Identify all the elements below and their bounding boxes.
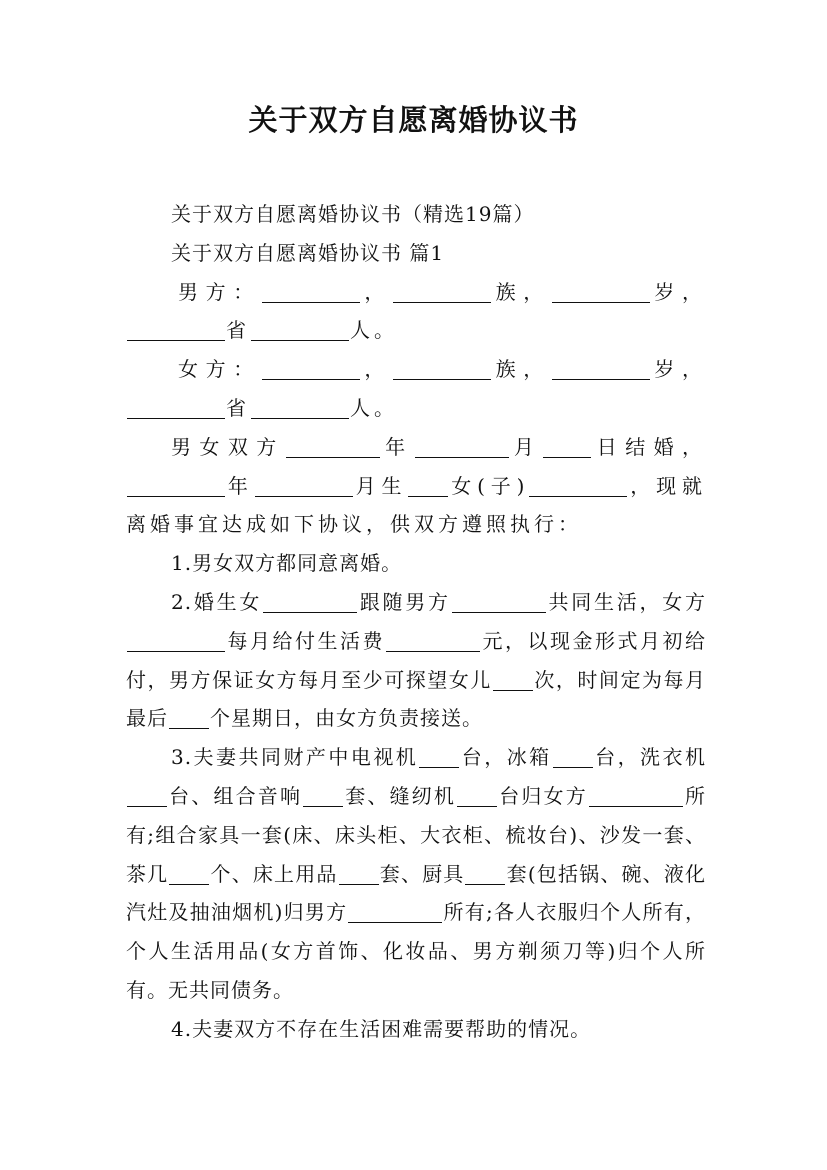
document-title: 关于双方自愿离婚协议书 <box>248 103 579 137</box>
marriage-year-blank[interactable] <box>286 435 380 458</box>
text-segment: 跟随男方 <box>358 589 451 614</box>
text-segment: 2.婚生女 <box>171 589 263 614</box>
text-segment: 套(包括锅、碗、液化汽灶及抽油烟机)归男方 <box>126 861 707 925</box>
text-segment: 台归女方 <box>498 783 588 808</box>
text-segment: 族， <box>492 357 551 382</box>
text-segment: 所有;各人衣服归个人所有，个人生活用品(女方首饰、化妆品、男方剃须刀等)归个人所有。无共同债务。 <box>126 900 706 1002</box>
female-name-blank-3[interactable] <box>589 784 683 807</box>
tv-count-blank[interactable] <box>419 745 459 768</box>
female-label: 女方： <box>178 357 261 382</box>
text-segment: 元，以现金形式月初给付，男方保证女方每月至少可探望女儿 <box>126 628 706 692</box>
visit-count-blank[interactable] <box>493 668 533 691</box>
text-segment: 共同生活，女方 <box>546 589 707 614</box>
male-ethnicity-blank[interactable] <box>393 280 491 303</box>
washer-count-blank[interactable] <box>127 784 167 807</box>
text-segment: 3.夫妻共同财产中电视机 <box>171 745 419 770</box>
female-name-blank-2[interactable] <box>127 629 225 652</box>
female-ethnicity-blank[interactable] <box>393 357 491 380</box>
week-number-blank[interactable] <box>169 706 209 729</box>
text-segment: 套、厨具 <box>379 861 465 886</box>
female-party-paragraph <box>126 350 706 428</box>
text-segment: 年 <box>226 473 254 498</box>
text-segment: 人。 <box>350 318 398 343</box>
item-1: 1.男女双方都同意离婚。 <box>171 551 403 576</box>
male-province-blank[interactable] <box>127 318 225 341</box>
living-expense-blank[interactable] <box>386 629 480 652</box>
text-segment: 台、组合音响 <box>168 783 303 808</box>
marriage-month-blank[interactable] <box>415 435 509 458</box>
text-segment: 月 <box>509 434 543 459</box>
text-segment: 岁， <box>650 357 707 382</box>
text-segment: 男女双方 <box>171 434 285 459</box>
text-segment: 套、缝纫机 <box>344 783 457 808</box>
female-province-blank[interactable] <box>127 396 225 419</box>
item-4: 4.夫妻双方不存在生活困难需要帮助的情况。 <box>171 1016 592 1041</box>
child-birth-month-blank[interactable] <box>255 474 353 497</box>
item-3 <box>126 738 706 1010</box>
text-segment: ， <box>360 357 393 382</box>
sewing-machine-count-blank[interactable] <box>457 784 497 807</box>
text-segment: 岁， <box>650 279 707 304</box>
text-segment: 所有;组合家具一套(床、床头柜、大衣柜、梳妆台)、沙发一套、茶几 <box>126 783 707 886</box>
fridge-count-blank[interactable] <box>553 745 593 768</box>
male-party-paragraph <box>126 273 706 351</box>
male-label: 男方： <box>178 279 261 304</box>
female-hometown-blank[interactable] <box>251 396 349 419</box>
text-segment: 人。 <box>350 395 398 420</box>
text-segment: 次，时间定为每月最后 <box>126 667 707 731</box>
text-segment: ， <box>360 279 393 304</box>
child-birth-year-blank[interactable] <box>127 474 225 497</box>
bedding-count-blank[interactable] <box>339 862 379 885</box>
subtitle-line: 关于双方自愿离婚协议书（精选19篇） <box>171 202 535 226</box>
text-segment: ，现就离婚事宜达成如下协议，供双方遵照执行： <box>126 473 707 537</box>
male-name-blank-3[interactable] <box>348 900 442 923</box>
text-segment: 女(子) <box>449 473 529 498</box>
tea-table-count-blank[interactable] <box>169 862 209 885</box>
item-2 <box>126 583 706 738</box>
child-count-blank[interactable] <box>408 474 448 497</box>
text-segment: 个星期日，由女方负责接送。 <box>210 706 483 731</box>
male-name-blank[interactable] <box>262 280 360 303</box>
text-segment: 月生 <box>353 473 408 498</box>
text-segment: 省 <box>226 395 250 420</box>
stereo-count-blank[interactable] <box>303 784 343 807</box>
text-segment: 省 <box>226 318 250 343</box>
child-name-blank[interactable] <box>529 474 627 497</box>
text-segment: 每月给付生活费 <box>226 628 385 653</box>
kitchenware-count-blank[interactable] <box>465 862 505 885</box>
daughter-name-blank[interactable] <box>263 590 357 613</box>
section-heading: 关于双方自愿离婚协议书 篇1 <box>171 240 445 265</box>
marriage-day-blank[interactable] <box>543 435 591 458</box>
text-segment: 年 <box>380 434 414 459</box>
male-age-blank[interactable] <box>552 280 650 303</box>
text-segment: 日结婚， <box>592 434 707 459</box>
text-segment: 族， <box>492 279 551 304</box>
document-body <box>126 195 706 1049</box>
female-name-blank[interactable] <box>262 357 360 380</box>
male-hometown-blank[interactable] <box>251 318 349 341</box>
text-segment: 台，洗衣机 <box>593 745 706 770</box>
male-name-blank-2[interactable] <box>452 590 546 613</box>
marriage-paragraph <box>126 428 706 544</box>
text-segment: 台，冰箱 <box>460 745 552 770</box>
female-age-blank[interactable] <box>552 357 650 380</box>
text-segment: 个、床上用品 <box>210 861 338 886</box>
